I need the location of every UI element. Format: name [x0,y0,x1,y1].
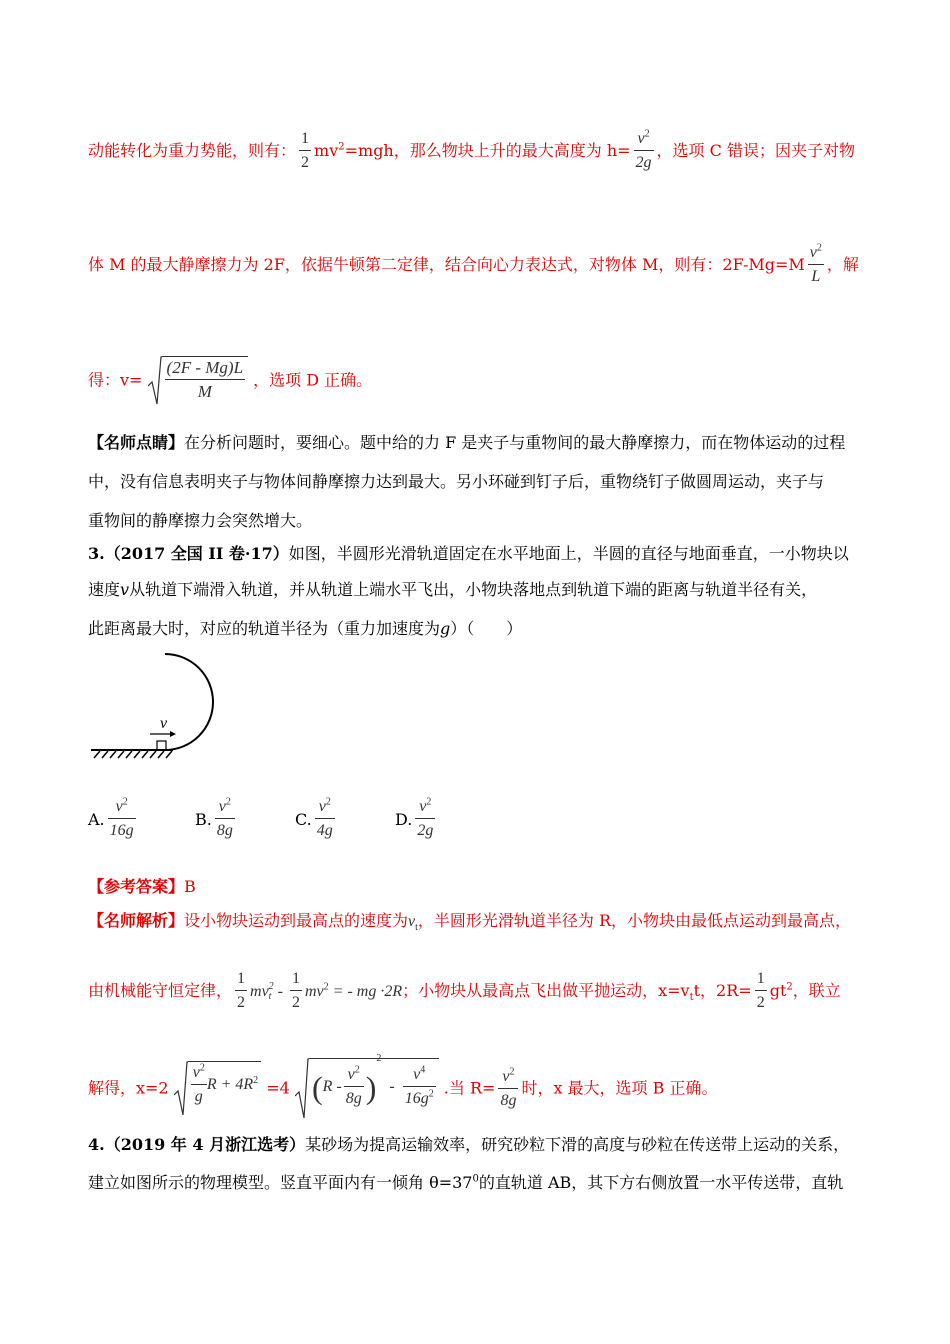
q3-line-3: 此距离最大时，对应的轨道半径为（重力加速度为g）（ ） [88,619,523,638]
text: =mgh，那么物块上升的最大高度为 h= [344,141,631,160]
text: 体 M 的最大静摩擦力为 2F，依据牛顿第二定律，结合向心力表达式，对物体 M，则有：2F-Mg=M [88,255,805,274]
text: 得：v= [88,370,143,390]
fraction-v2-2g: $\frac{v^2}{2g}$ [634,128,654,175]
sqrt-1: $\frac{v^2}{g}$ $R + 4R^2$ [174,1061,261,1117]
tip-line-1: 【名师点睛】在分析问题时，要细心。题中给的力 F 是夹子与重物间的最大静摩擦力，而在物体运动的过程 [88,433,846,452]
option-d[interactable]: D. $\frac{v^2}{2g}$ [395,796,438,843]
q4-line-1: 4.（2019 年 4 月浙江选考）某砂场为提高运输效率，研究砂粒下滑的高度与砂粒在传送带上运动的关系， [88,1135,850,1154]
analysis-line-3: 解得，x=2 $\frac{v^2}{g}$ $R + 4R^2 =4$ (R - $\frac{v^2}{8g}$ )$^2$ - $\frac{v^4}{16g^2}$ .当 R= $\frac{v^2}{8g}$ 时，x 最大，选项 B 正确。 [88,1058,717,1120]
option-a[interactable]: A. $\frac{v^2}{16g}$ [88,796,139,843]
text: ，解 [826,255,859,274]
analysis-line-1: 【名师解析】设小物块运动到最高点的速度为$v_t$，半圆形光滑轨道半径为 R，小物块由最低点运动到最高点， [88,911,852,934]
analysis-line-2: 由机械能守恒定律， $\frac{1}{2}$ mv2 t - $\frac{1}{2}$ $mv^2$ = - mg ·2R；小物块从最高点飞出做平抛运动，$x=v_tt$，2R= $\frac{1}{2}$ $gt^2$，联立 [88,968,841,1015]
solution-line-1: 动能转化为重力势能，则有： $\frac{1}{2}$ $mv^2=mgh$，那么物块上升的最大高度为 h= $\frac{v^2}{2g}$ ，选项 C 错误；因夹子对物 [88,128,855,175]
q3-line-2: 速度v从轨道下端滑入轨道，并从轨道上端水平飞出，小物块落地点到轨道下端的距离与轨道半径有关， [88,580,818,599]
q4-line-2: 建立如图所示的物理模型。竖直平面内有一倾角 $\theta=37^0$的直轨道 AB，其下方右侧放置一水平传送带，直轨 [88,1173,844,1192]
velocity-label: v [160,715,168,732]
sqrt-expression: $\frac{(2F - Mg)L}{M}$ [148,356,248,406]
track-diagram [88,650,228,762]
reference-answer: 【参考答案】B [88,877,196,896]
text: ，选项 C 错误；因夹子对物 [656,141,855,160]
option-c[interactable]: C. $\frac{v^2}{4g}$ [295,796,338,843]
tip-line-2: 中，没有信息表明夹子与物体间静摩擦力达到最大。另小环碰到钉子后，重物绕钉子做圆周运动，夹子与 [88,472,825,491]
text: 动能转化为重力势能，则有： [88,141,297,160]
option-b[interactable]: B. $\frac{v^2}{8g}$ [195,796,238,843]
fraction-half: $\frac{1}{2}$ [299,128,311,175]
tip-line-3: 重物间的静摩擦力会突然增大。 [88,511,313,530]
text: mv [314,141,339,160]
q3-line-1: 3.（2017 全国 II 卷·17）如图，半圆形光滑轨道固定在水平地面上，半圆的直径与地面垂直，一小物块以 [88,544,849,563]
sqrt-2: (R - $\frac{v^2}{8g}$ )$^2$ - $\frac{v^4}{16g^2}$ [295,1058,439,1120]
solution-line-3 [88,356,372,406]
solution-line-2 [88,242,859,289]
text: ，选项 D 正确。 [253,370,373,390]
fraction-v2-L: $\frac{v^2}{L}$ [808,242,824,289]
